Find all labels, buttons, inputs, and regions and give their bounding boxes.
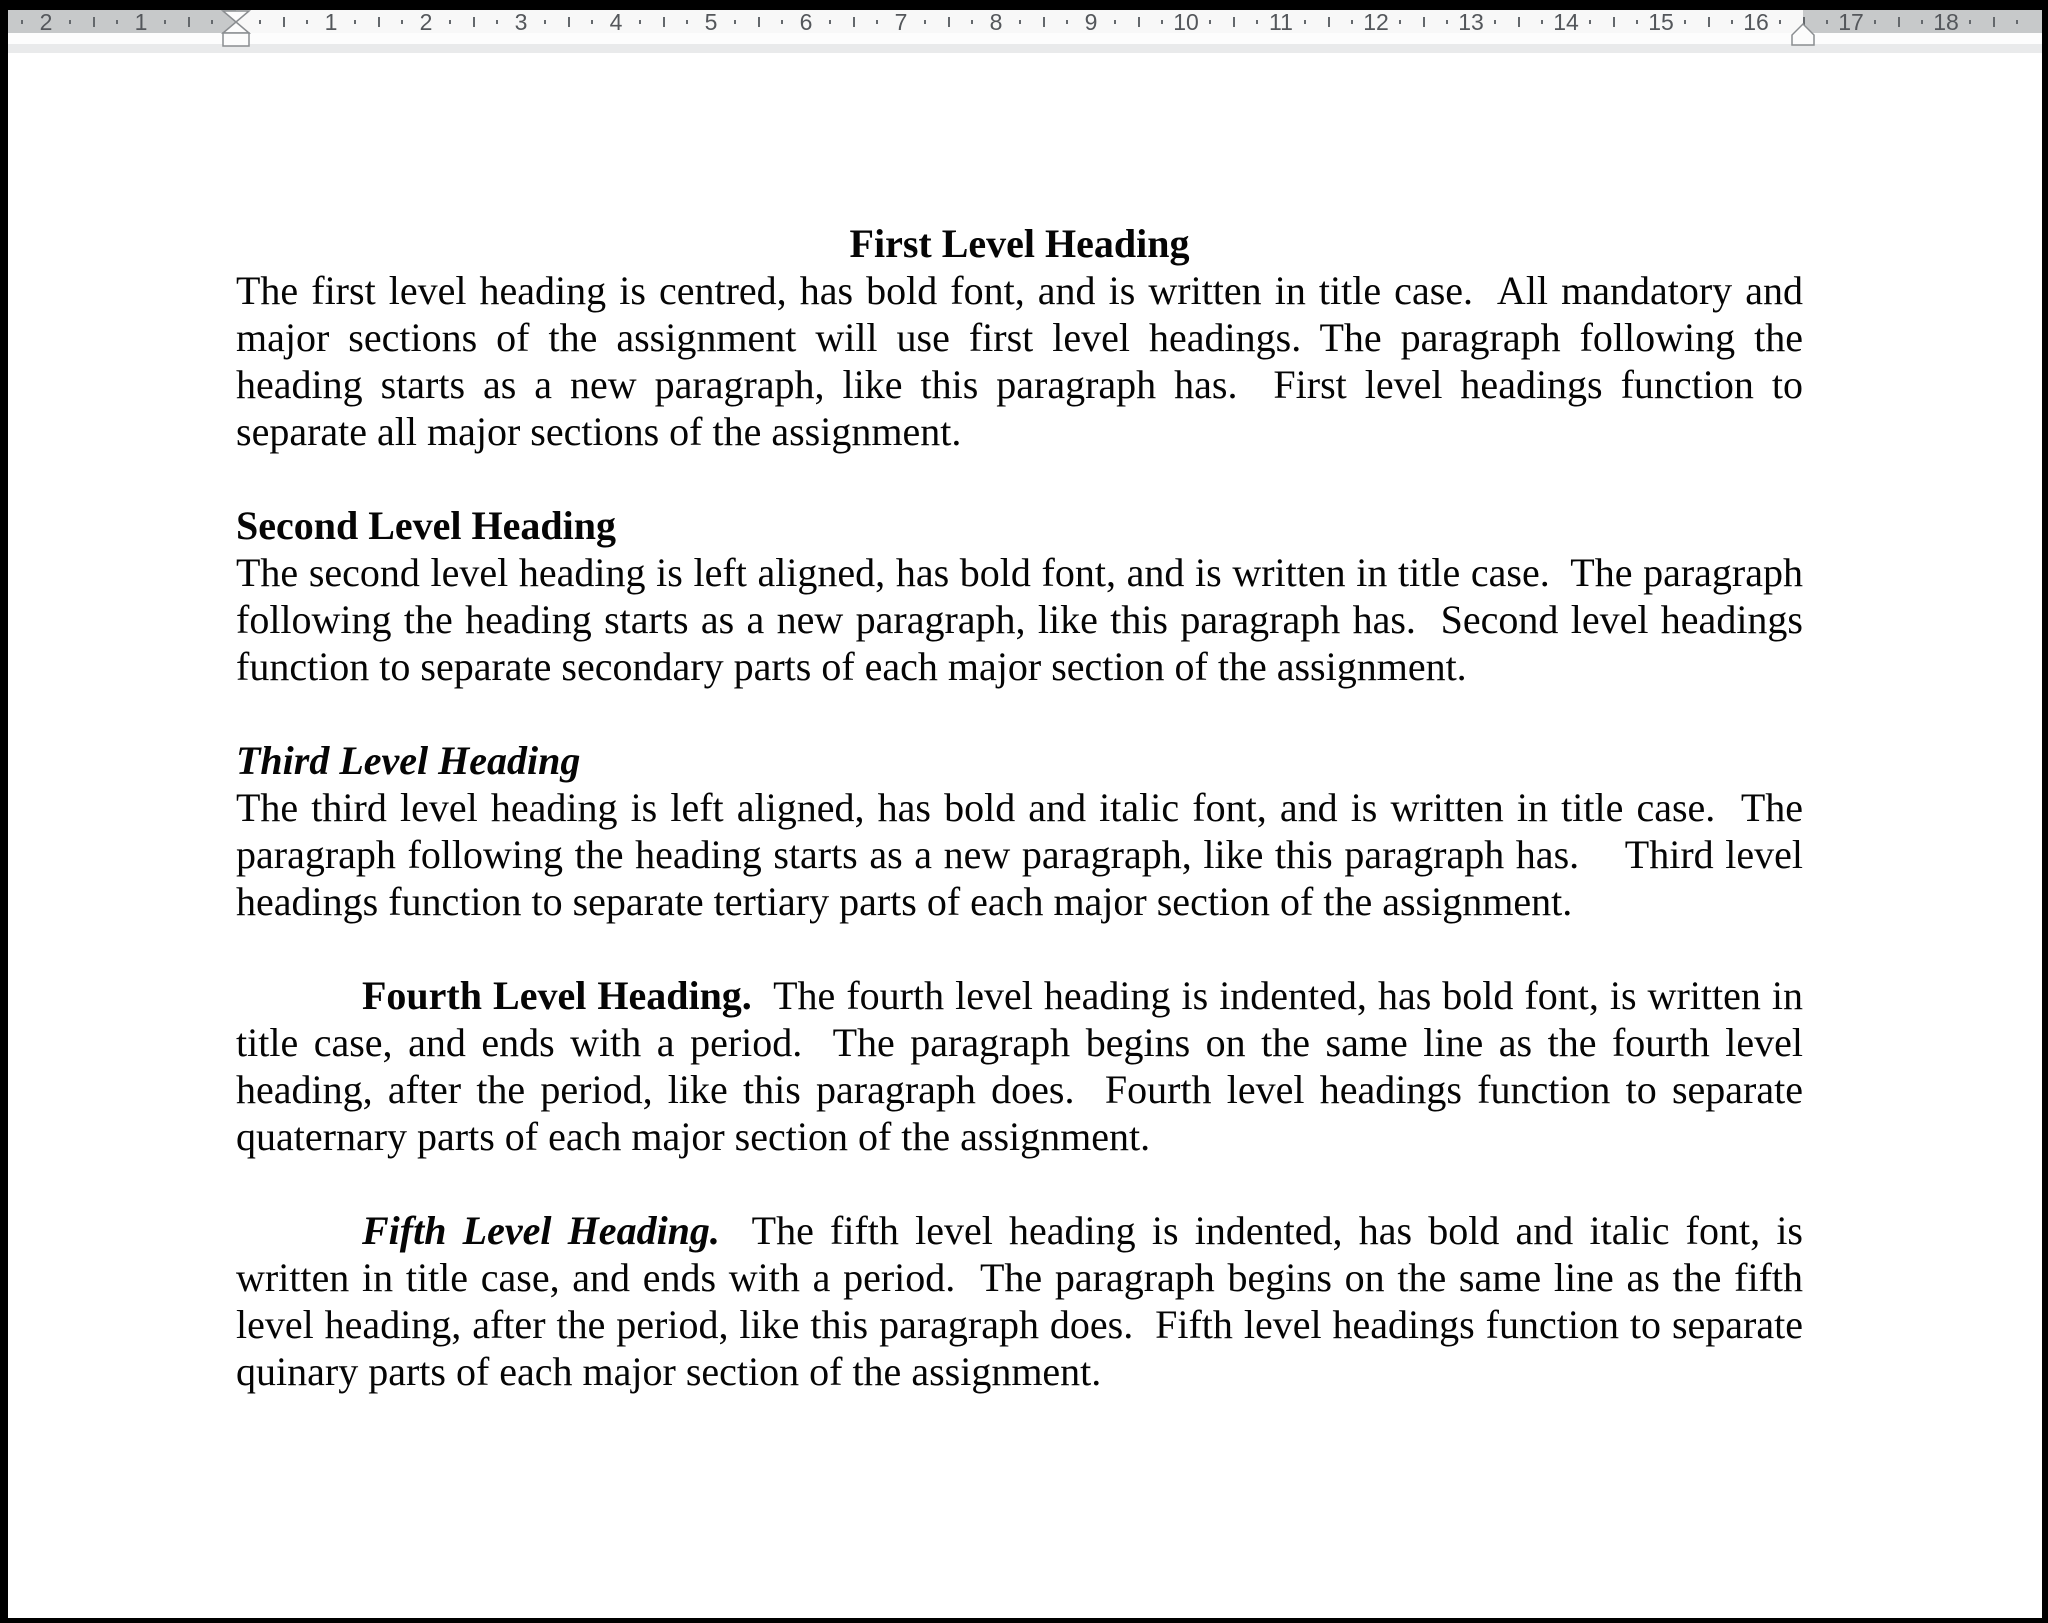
document-text-block — [236, 220, 1813, 1395]
ruler-number: 14 — [1553, 10, 1579, 35]
ruler-number: 5 — [704, 10, 718, 35]
heading-second-level: Second Level Heading — [236, 503, 617, 548]
indent-markers — [8, 10, 2042, 53]
ruler-number: 17 — [1838, 10, 1864, 35]
paragraph-fourth-level: Fourth Level Heading. The fourth level heading is indented, has bold font, is written in title case, and ends with a period. The paragraph begins on the same line as the fourth level heading, after the period, like this paragraph does. Fourth level headings function to separate quaternary parts of each major section of the assignment. — [236, 973, 1813, 1159]
ruler-number: 16 — [1743, 10, 1769, 35]
paragraph-fifth-level-runin-heading: Fifth Level Heading. — [362, 1208, 720, 1253]
paragraph-first-level: The first level heading is centred, has bold font, and is written in title case. All mandatory and major sections of the assignment will use first level headings. The paragraph following the heading starts as a new paragraph, like this paragraph has. First level headings function to separate all major sections of the assignment. — [236, 268, 1813, 454]
paragraph-third-level: The third level heading is left aligned, has bold and italic font, and is written in title case. The paragraph following the heading starts as a new paragraph, like this paragraph has. Third level headings function to separate tertiary parts of each major section of the assignment. — [236, 785, 1813, 924]
right-indent-marker[interactable] — [1792, 24, 1814, 45]
document-page[interactable] — [8, 53, 2042, 1618]
ruler-number: 2 — [39, 10, 53, 35]
ruler-number: 7 — [894, 10, 908, 35]
ruler-number: 10 — [1173, 10, 1199, 35]
ruler-number: 9 — [1084, 10, 1098, 35]
ruler-number: 13 — [1458, 10, 1484, 35]
paragraph-fifth-level: Fifth Level Heading. The fifth level heading is indented, has bold and italic font, is written in title case, and ends with a period. The paragraph begins on the same line as the fifth level heading, after the period, like this paragraph does. Fifth level headings function to separate quinary parts of each major section of the assignment. — [236, 1208, 1813, 1394]
first-line-indent-marker[interactable] — [223, 11, 249, 22]
ruler-number: 3 — [514, 10, 528, 35]
heading-third-level: Third Level Heading — [236, 738, 581, 783]
horizontal-ruler[interactable] — [8, 10, 2042, 53]
application-window — [8, 10, 2042, 1618]
left-indent-marker[interactable] — [223, 33, 249, 46]
paragraph-second-level: The second level heading is left aligned, has bold font, and is written in title case. The paragraph following the heading starts as a new paragraph, like this paragraph has. Second level headings function to separate secondary parts of each major section of the assignment. — [236, 550, 1813, 689]
ruler-number: 15 — [1648, 10, 1674, 35]
ruler-number: 2 — [419, 10, 433, 35]
ruler-number: 18 — [1933, 10, 1959, 35]
ruler-number: 1 — [324, 10, 338, 35]
ruler-number: 6 — [799, 10, 813, 35]
ruler-number: 12 — [1363, 10, 1389, 35]
hanging-indent-marker[interactable] — [223, 22, 249, 33]
ruler-number: 1 — [134, 10, 148, 35]
ruler-number: 4 — [609, 10, 623, 35]
heading-first-level: First Level Heading — [849, 221, 1190, 266]
ruler-number: 8 — [989, 10, 1003, 35]
paragraph-fourth-level-runin-heading: Fourth Level Heading. — [362, 973, 752, 1018]
ruler-number: 11 — [1269, 10, 1293, 35]
